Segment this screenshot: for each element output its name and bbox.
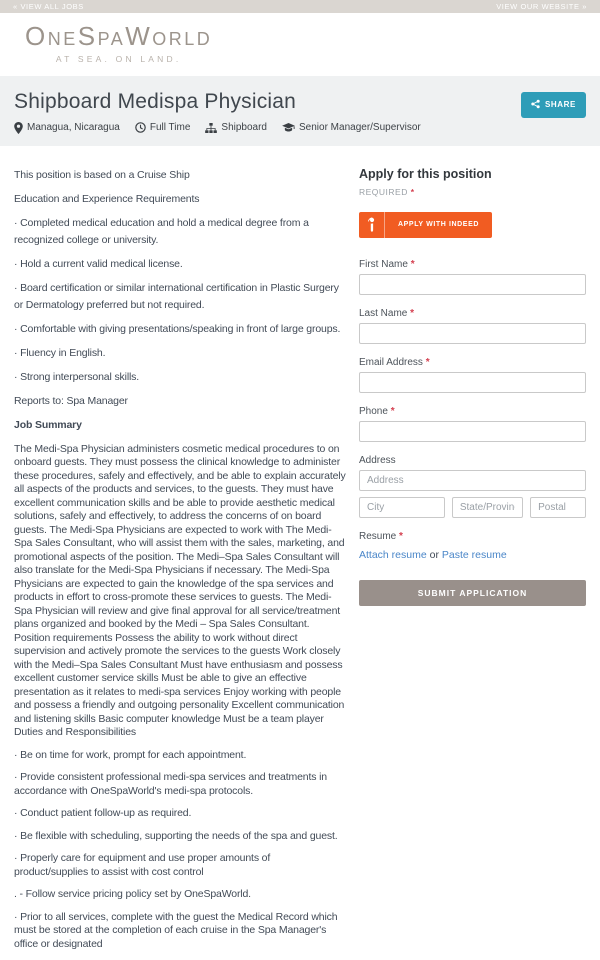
apply-with-indeed-label: APPLY WITH INDEED bbox=[398, 221, 479, 229]
resume-or-text: or bbox=[429, 548, 439, 561]
resume-label: Resume * bbox=[359, 530, 403, 542]
apply-form-heading: Apply for this position bbox=[359, 166, 492, 181]
resume-field bbox=[359, 531, 586, 561]
share-button[interactable] bbox=[521, 92, 586, 118]
page-title: Shipboard Medispa Physician bbox=[14, 89, 297, 113]
state-province-input[interactable] bbox=[452, 497, 523, 518]
description-paragraph: This position is based on a Cruise Ship bbox=[14, 168, 190, 181]
description-paragraph: · Conduct patient follow-up as required. bbox=[14, 807, 192, 820]
clock-icon bbox=[135, 122, 146, 133]
description-paragraph: Education and Experience Requirements bbox=[14, 192, 200, 205]
description-paragraph: · Prior to all services, complete with the guest the Medical Record which must be stored at the completion of each cruise in the Spa Manager's office or designated bbox=[14, 910, 338, 950]
view-all-jobs-link[interactable]: « VIEW ALL JOBS bbox=[13, 2, 84, 11]
job-level-label: Senior Manager/Supervisor bbox=[299, 122, 421, 134]
last-name-input[interactable] bbox=[359, 323, 586, 344]
company-logo: OneSpaWorld bbox=[25, 21, 213, 51]
paste-resume-link[interactable]: Paste resume bbox=[441, 548, 507, 561]
address-label: Address bbox=[359, 454, 396, 466]
indeed-logo-icon bbox=[359, 212, 385, 238]
address-row bbox=[359, 497, 586, 518]
top-utility-bar bbox=[0, 0, 600, 13]
description-paragraph: · Be on time for work, prompt for each appointment. bbox=[14, 748, 247, 761]
city-input[interactable] bbox=[359, 497, 445, 518]
required-asterisk: * bbox=[410, 186, 415, 197]
email-field bbox=[359, 357, 586, 393]
job-type bbox=[135, 122, 191, 133]
last-name-field bbox=[359, 308, 586, 344]
description-paragraph: · Fluency in English. bbox=[14, 346, 106, 359]
phone-input[interactable] bbox=[359, 421, 586, 442]
address-input[interactable] bbox=[359, 470, 586, 491]
postal-input[interactable] bbox=[530, 497, 586, 518]
resume-links bbox=[359, 549, 586, 561]
submit-application-button[interactable]: SUBMIT APPLICATION bbox=[359, 580, 586, 606]
last-name-label: Last Name * bbox=[359, 307, 415, 319]
first-name-input[interactable] bbox=[359, 274, 586, 295]
description-paragraph: · Properly care for equipment and use proper amounts of product/supplies to assist with cost control bbox=[14, 852, 271, 878]
sitemap-icon bbox=[205, 123, 217, 133]
description-paragraph: · Provide consistent professional medi-spa services and treatments in accordance with OneSpaWorld's medi-spa protocols. bbox=[14, 771, 327, 797]
job-meta-row bbox=[14, 122, 586, 134]
share-button-label: SHARE bbox=[544, 100, 576, 110]
job-title-band bbox=[0, 76, 600, 146]
first-name-label: First Name * bbox=[359, 258, 415, 270]
email-input[interactable] bbox=[359, 372, 586, 393]
apply-form bbox=[359, 167, 586, 960]
description-paragraph: · Completed medical education and hold a medical degree from a recognized college or university. bbox=[14, 216, 309, 246]
required-note-label: REQUIRED bbox=[359, 186, 408, 197]
share-icon bbox=[531, 99, 540, 111]
job-type-label: Full Time bbox=[149, 122, 191, 134]
description-paragraph: · Be flexible with scheduling, supporting the needs of the spa and guest. bbox=[14, 829, 338, 842]
phone-field bbox=[359, 406, 586, 442]
phone-label: Phone * bbox=[359, 405, 395, 417]
company-tagline: AT SEA. ON LAND. bbox=[55, 53, 182, 64]
job-description bbox=[14, 167, 346, 960]
view-our-website-link[interactable]: VIEW OUR WEBSITE » bbox=[496, 2, 587, 11]
brand-header bbox=[0, 13, 600, 76]
job-department-label: Shipboard bbox=[221, 122, 267, 134]
description-paragraph: · Board certification or similar international certification in Plastic Surgery or Dermatology preferred but not required. bbox=[14, 281, 339, 311]
first-name-field bbox=[359, 259, 586, 295]
description-paragraph: · Strong interpersonal skills. bbox=[14, 370, 140, 383]
description-paragraph: Job Summary bbox=[14, 418, 82, 431]
email-label: Email Address * bbox=[359, 356, 430, 368]
description-paragraph: · Hold a current valid medical license. bbox=[14, 257, 183, 270]
attach-resume-link[interactable]: Attach resume bbox=[359, 548, 427, 561]
map-marker-icon bbox=[14, 122, 23, 134]
mortarboard-icon bbox=[282, 123, 295, 133]
job-department bbox=[205, 122, 267, 133]
required-note bbox=[359, 187, 586, 197]
description-paragraph: The Medi-Spa Physician administers cosmetic medical procedures to on onboard guests. They must possess the clinical knowledge to administer these procedures, safely and effectively, and be able to explain accurately all aspects of the products and services, to the guests. They must have excellent communication skills and be able to provide aesthetic medical solutions, safely and effectively, to address the concerns of on board guests. The Medi-Spa Physicians are expected to work with The Medi-Spa Sales Consultant, who will assist them with the sales, marketing, and promotional aspects of the position. The Medi–Spa Sales Consultant will also translate for the Medi-Spa Physicians if necessary. The Medi-Spa Physicians are expected to gain the knowledge of the spa services and products in effort to cross-promote these services to guests. The Medi-Spa Physician will review and give final approval for all service/treatment plans organized and booked by the Medi – Spa Sales Consultant. Position requirements Possess the ability to work without direct supervision and actively promote the services to the guests Work closely with the Medi–Spa Sales Consultant Must have enthusiasm and possess excellent customer service skills Must be able to give an effective presentation as it relates to medi-spa services Enjoy working with people and possess a friendly and outgoing personality Excellent communication and listening skills Basic computer knowledge Must be a team player Duties and Responsibilities bbox=[14, 442, 346, 739]
job-level bbox=[282, 122, 421, 133]
description-paragraph: . - Follow service pricing policy set by OneSpaWorld. bbox=[14, 888, 251, 901]
description-paragraph: · Comfortable with giving presentations/speaking in front of large groups. bbox=[14, 322, 341, 335]
main-content bbox=[0, 146, 600, 960]
apply-with-indeed-button[interactable] bbox=[359, 212, 492, 238]
address-field bbox=[359, 455, 586, 518]
job-location bbox=[14, 122, 120, 134]
description-paragraph: Reports to: Spa Manager bbox=[14, 394, 128, 407]
job-location-label: Managua, Nicaragua bbox=[27, 122, 120, 134]
